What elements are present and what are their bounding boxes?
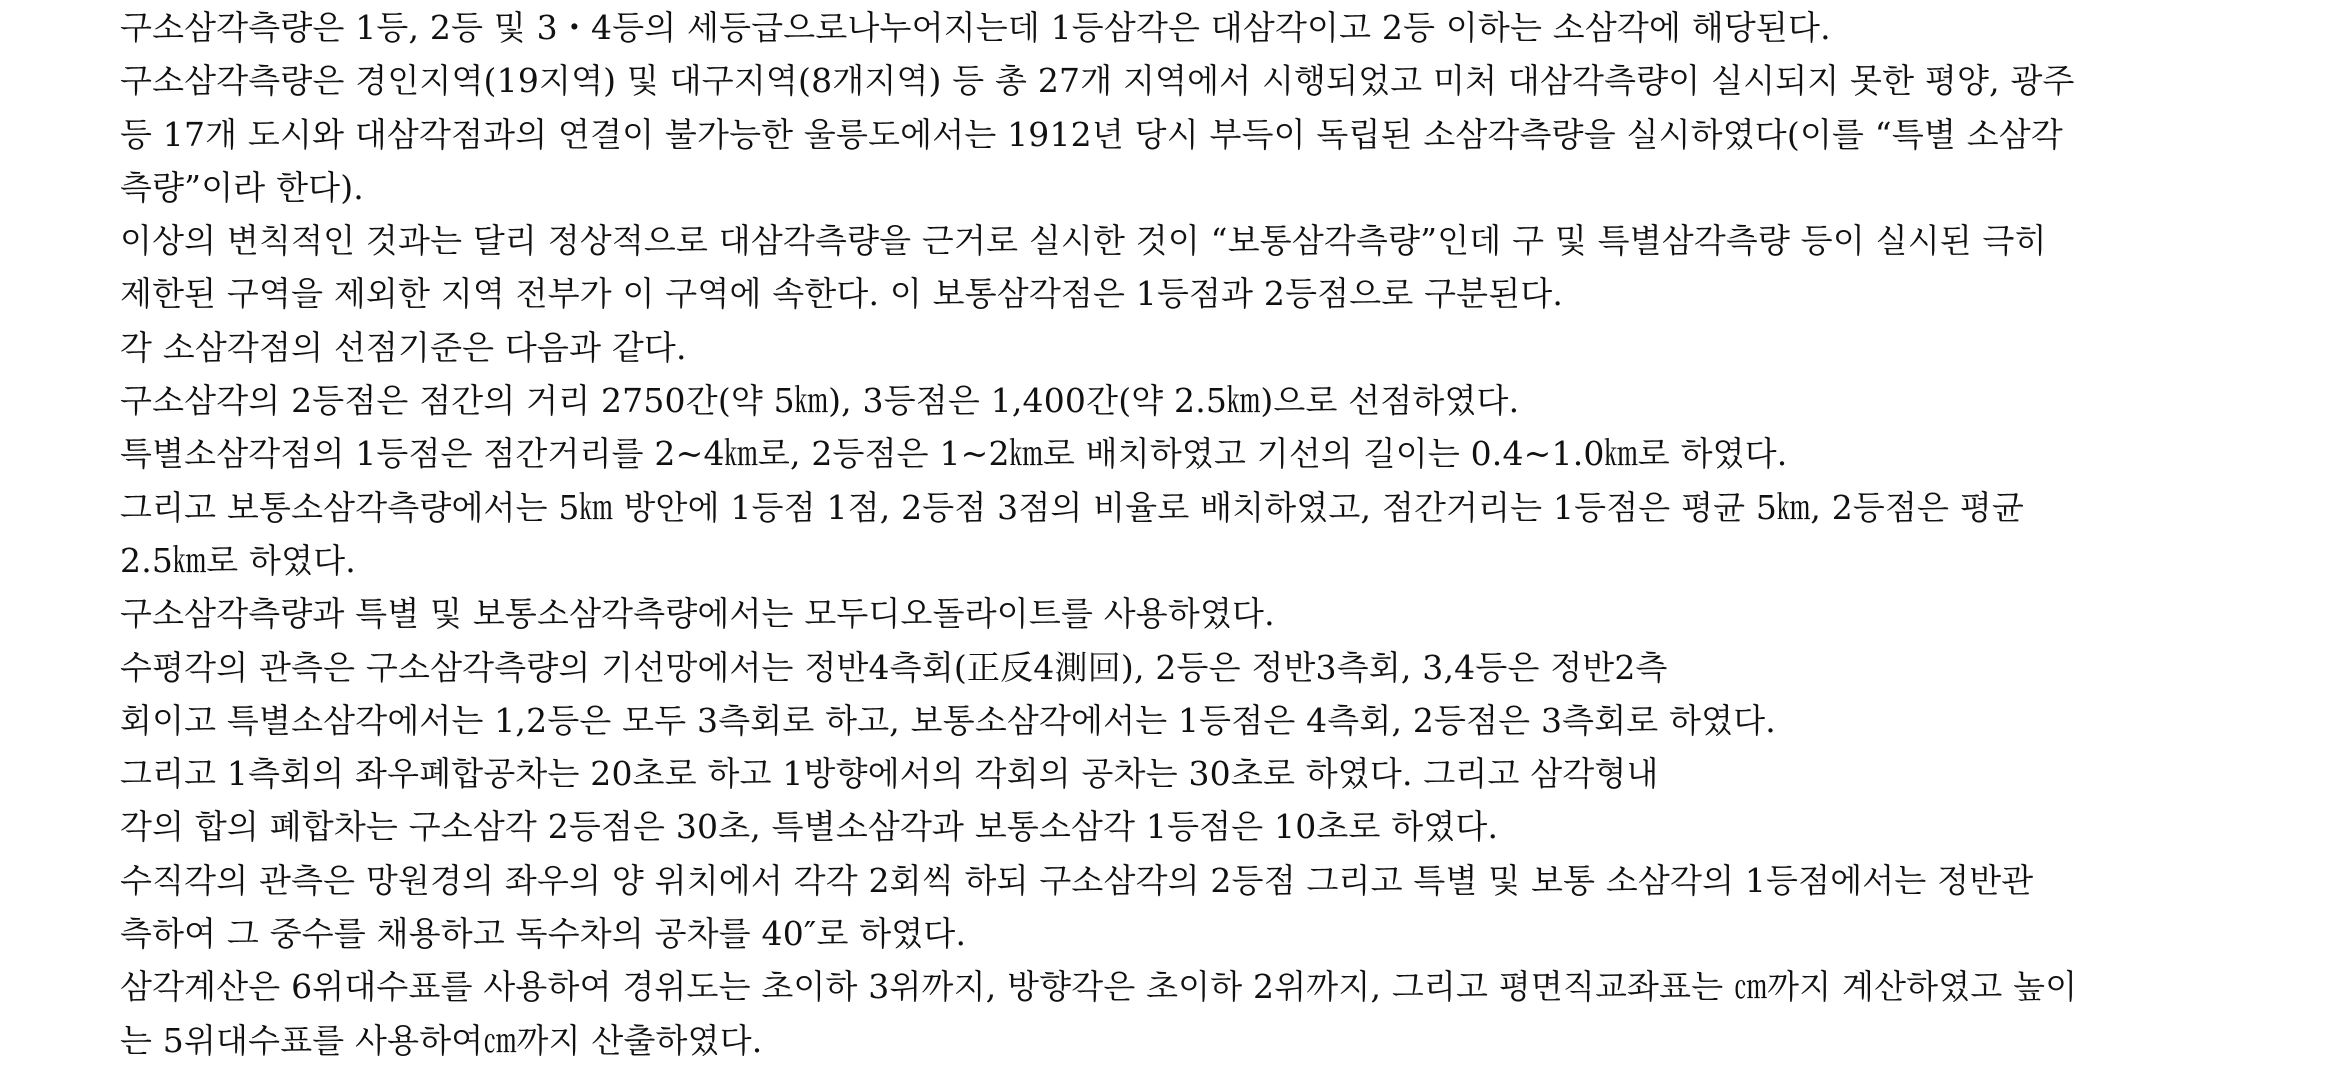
text-line: 삼각계산은 6위대수표를 사용하여 경위도는 초이하 3위까지, 방향각은 초이하 2위까지, 그리고 평면직교좌표는 ㎝까지 계산하였고 높이 (120, 967, 2078, 1007)
text-line: 각의 합의 폐합차는 구소삼각 2등점은 30초, 특별소삼각과 보통소삼각 1등점은 10초로 하였다. (120, 807, 1499, 847)
text-line: 수직각의 관측은 망원경의 좌우의 양 위치에서 각각 2회씩 하되 구소삼각의 2등점 그리고 특별 및 보통 소삼각의 1등점에서는 정반관 (120, 860, 2034, 900)
text-line: 구소삼각측량은 1등, 2등 및 3・4등의 세등급으로나누어지는데 1등삼각은 대삼각이고 2등 이하는 소삼각에 해당된다. (120, 8, 1831, 47)
text-line: 등 17개 도시와 대삼각점과의 연결이 불가능한 울릉도에서는 1912년 당시 부득이 독립된 소삼각측량을 실시하였다(이를 “특별 소삼각 (120, 114, 2063, 154)
text-line: 특별소삼각점의 1등점은 점간거리를 2~4㎞로, 2등점은 1~2㎞로 배치하였고 기선의 길이는 0.4~1.0㎞로 하였다. (120, 434, 1788, 474)
text-line: 회이고 특별소삼각에서는 1,2등은 모두 3측회로 하고, 보통소삼각에서는 1등점은 4측회, 2등점은 3측회로 하였다. (120, 700, 1776, 740)
text-line: 그리고 보통소삼각측량에서는 5㎞ 방안에 1등점 1점, 2등점 3점의 비율로 배치하였고, 점간거리는 1등점은 평균 5㎞, 2등점은 평균 (120, 487, 2024, 527)
document-body (120, 0, 2230, 1067)
text-line: 구소삼각측량과 특별 및 보통소삼각측량에서는 모두디오돌라이트를 사용하였다. (120, 594, 1275, 634)
text-line: 각 소삼각점의 선점기준은 다음과 같다. (120, 327, 687, 367)
text-line: 측량”이라 한다). (120, 167, 364, 207)
text-line: 구소삼각의 2등점은 점간의 거리 2750간(약 5㎞), 3등점은 1,400간(약 2.5㎞)으로 선점하였다. (120, 381, 1520, 421)
text-line: 구소삼각측량은 경인지역(19지역) 및 대구지역(8개지역) 등 총 27개 지역에서 시행되었고 미처 대삼각측량이 실시되지 못한 평양, 광주 (120, 61, 2075, 101)
text-line: 2.5㎞로 하였다. (120, 540, 356, 580)
text-line: 수평각의 관측은 구소삼각측량의 기선망에서는 정반4측회(正反4測回), 2등은 정반3측회, 3,4등은 정반2측 (120, 647, 1668, 687)
text-line: 제한된 구역을 제외한 지역 전부가 이 구역에 속한다. 이 보통삼각점은 1등점과 2등점으로 구분된다. (120, 274, 1564, 314)
text-line: 이상의 변칙적인 것과는 달리 정상적으로 대삼각측량을 근거로 실시한 것이 “보통삼각측량”인데 구 및 특별삼각측량 등이 실시된 극히 (120, 221, 2047, 261)
text-line: 측하여 그 중수를 채용하고 독수차의 공차를 40″로 하였다. (120, 914, 967, 954)
text-line: 그리고 1측회의 좌우폐합공차는 20초로 하고 1방향에서의 각회의 공차는 30초로 하였다. 그리고 삼각형내 (120, 754, 1659, 794)
text-line: 는 5위대수표를 사용하여㎝까지 산출하였다. (120, 1020, 763, 1060)
